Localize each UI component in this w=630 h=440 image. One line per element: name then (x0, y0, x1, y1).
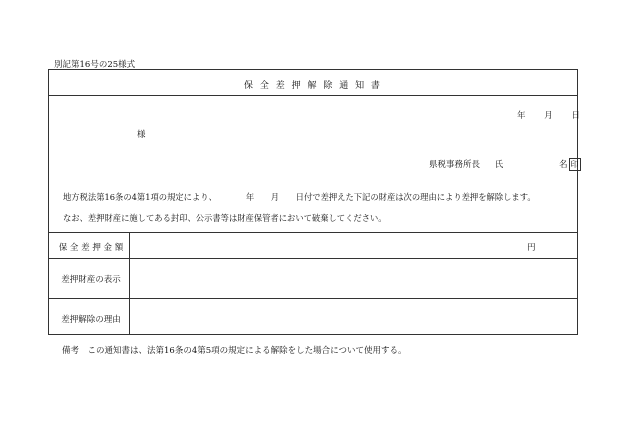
table-column-divider (129, 232, 130, 334)
notice-instruction-text: なお、差押財産に施してある封印、公示書等は財産保管者において破棄してください。 (63, 213, 387, 223)
property-label: 差押財産の表示 (61, 275, 121, 285)
reason-label: 差押解除の理由 (61, 315, 121, 325)
addressee-suffix: 様 (137, 130, 146, 140)
seal-stamp-icon: 印 (570, 160, 579, 169)
remark-note: 備考 この通知書は、法第16条の4第5項の規定による解除をした場合について使用する。 (62, 346, 407, 356)
form-number-label: 別記第16号の25様式 (54, 60, 136, 70)
seal-name-char: 名 (559, 160, 568, 170)
date-line: 年 月 日 (517, 111, 580, 121)
notice-form-frame (48, 69, 578, 335)
amount-unit: 円 (527, 243, 536, 253)
notice-body-text: 地方税法第16条の4第1項の規定により、 年 月 日付で差押えた下記の財産は次の理由により差押を解除します。 (63, 192, 536, 202)
seal-area (559, 158, 581, 171)
issuer-line: 県税事務所長 氏 (429, 160, 504, 170)
amount-label: 保 全 差 押 金 額 (58, 243, 124, 253)
title-divider (49, 95, 577, 96)
document-title: 保 全 差 押 解 除 通 知 書 (244, 81, 382, 91)
